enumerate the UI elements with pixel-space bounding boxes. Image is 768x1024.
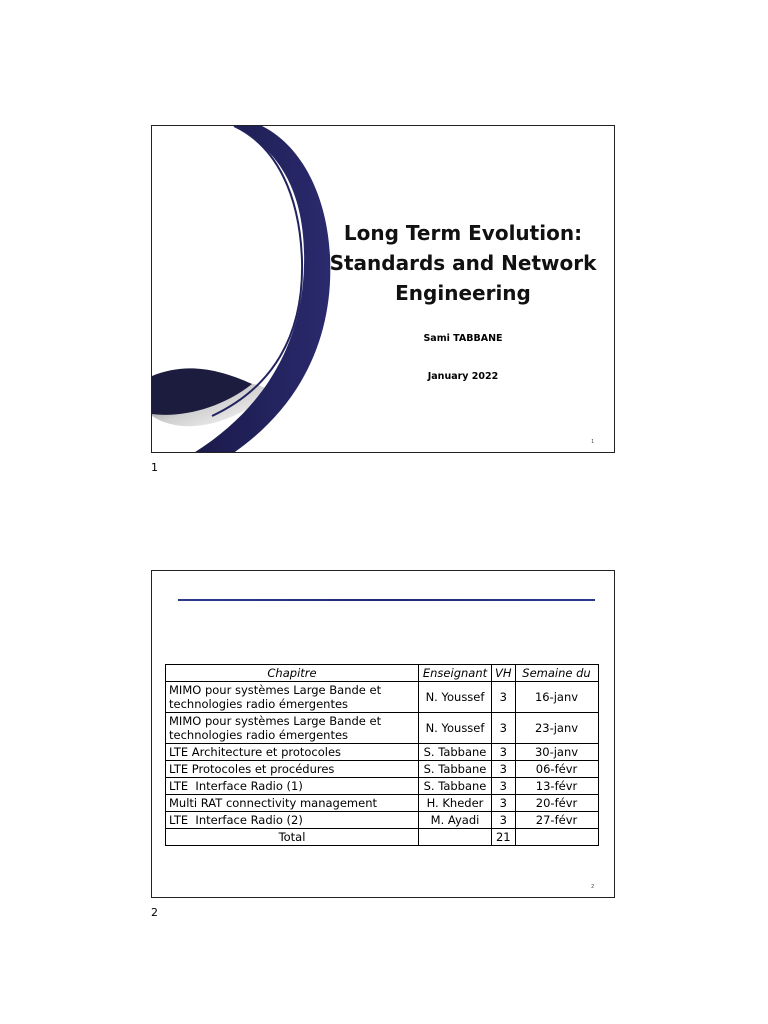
- presentation-date: January 2022: [427, 371, 499, 382]
- slide-1: [151, 125, 615, 453]
- cell-chapitre-line1: MIMO pour systèmes Large Bande et: [169, 683, 382, 697]
- header-chapitre: Chapitre: [166, 665, 419, 682]
- cell-vh: 3: [492, 744, 516, 761]
- cell-vh: 3: [492, 795, 516, 812]
- header-enseignant: Enseignant: [419, 665, 492, 682]
- cell-semaine: 27-févr: [515, 812, 598, 829]
- slide-number: 1: [591, 439, 594, 445]
- cell-vh: 3: [492, 682, 516, 713]
- total-label: Total: [166, 829, 419, 846]
- page-label-2: 2: [151, 906, 158, 919]
- cell-semaine: 16-janv: [515, 682, 598, 713]
- cell-semaine: 06-févr: [515, 761, 598, 778]
- header-vh: VH: [492, 665, 516, 682]
- cell-chapitre: [166, 682, 419, 713]
- author-name: Sami TABBANE: [423, 333, 503, 344]
- page-label-1: 1: [151, 461, 158, 474]
- title-line-2: Standards and Network: [329, 251, 597, 275]
- table-header-row: [166, 665, 599, 682]
- cell-chapitre: Multi RAT connectivity management: [166, 795, 419, 812]
- table-row: [166, 778, 599, 795]
- cell-enseignant: S. Tabbane: [419, 778, 492, 795]
- cell-vh: 3: [492, 812, 516, 829]
- slide-2: [151, 570, 615, 898]
- header-divider: [178, 599, 595, 601]
- table-row: [166, 812, 599, 829]
- slide-number: 2: [591, 884, 594, 890]
- cell-vh: 3: [492, 713, 516, 744]
- total-enseignant: [419, 829, 492, 846]
- cell-enseignant: S. Tabbane: [419, 744, 492, 761]
- cell-chapitre-line2: technologies radio émergentes: [169, 728, 349, 742]
- cell-semaine: 30-janv: [515, 744, 598, 761]
- schedule-table: [165, 664, 599, 846]
- cell-vh: 3: [492, 761, 516, 778]
- title-line-1: Long Term Evolution:: [343, 221, 583, 245]
- table-row: [166, 761, 599, 778]
- presentation-title: [328, 218, 598, 308]
- total-vh: 21: [492, 829, 516, 846]
- cell-enseignant: N. Youssef: [419, 713, 492, 744]
- cell-chapitre-line2: technologies radio émergentes: [169, 697, 349, 711]
- cell-chapitre-line1: MIMO pour systèmes Large Bande et: [169, 714, 382, 728]
- cell-enseignant: H. Kheder: [419, 795, 492, 812]
- cell-chapitre: LTE Protocoles et procédures: [166, 761, 419, 778]
- cell-chapitre: [166, 713, 419, 744]
- cell-chapitre: LTE Interface Radio (2): [166, 812, 419, 829]
- title-line-3: Engineering: [395, 281, 531, 305]
- table-row: [166, 713, 599, 744]
- cell-semaine: 20-févr: [515, 795, 598, 812]
- cell-semaine: 13-févr: [515, 778, 598, 795]
- cell-semaine: 23-janv: [515, 713, 598, 744]
- table-total-row: [166, 829, 599, 846]
- cell-vh: 3: [492, 778, 516, 795]
- table-row: [166, 744, 599, 761]
- total-semaine: [515, 829, 598, 846]
- table-row: [166, 795, 599, 812]
- table-row: [166, 682, 599, 713]
- cell-enseignant: S. Tabbane: [419, 761, 492, 778]
- cell-chapitre: LTE Architecture et protocoles: [166, 744, 419, 761]
- cell-enseignant: N. Youssef: [419, 682, 492, 713]
- cell-enseignant: M. Ayadi: [419, 812, 492, 829]
- cell-chapitre: LTE Interface Radio (1): [166, 778, 419, 795]
- header-semaine: Semaine du: [515, 665, 598, 682]
